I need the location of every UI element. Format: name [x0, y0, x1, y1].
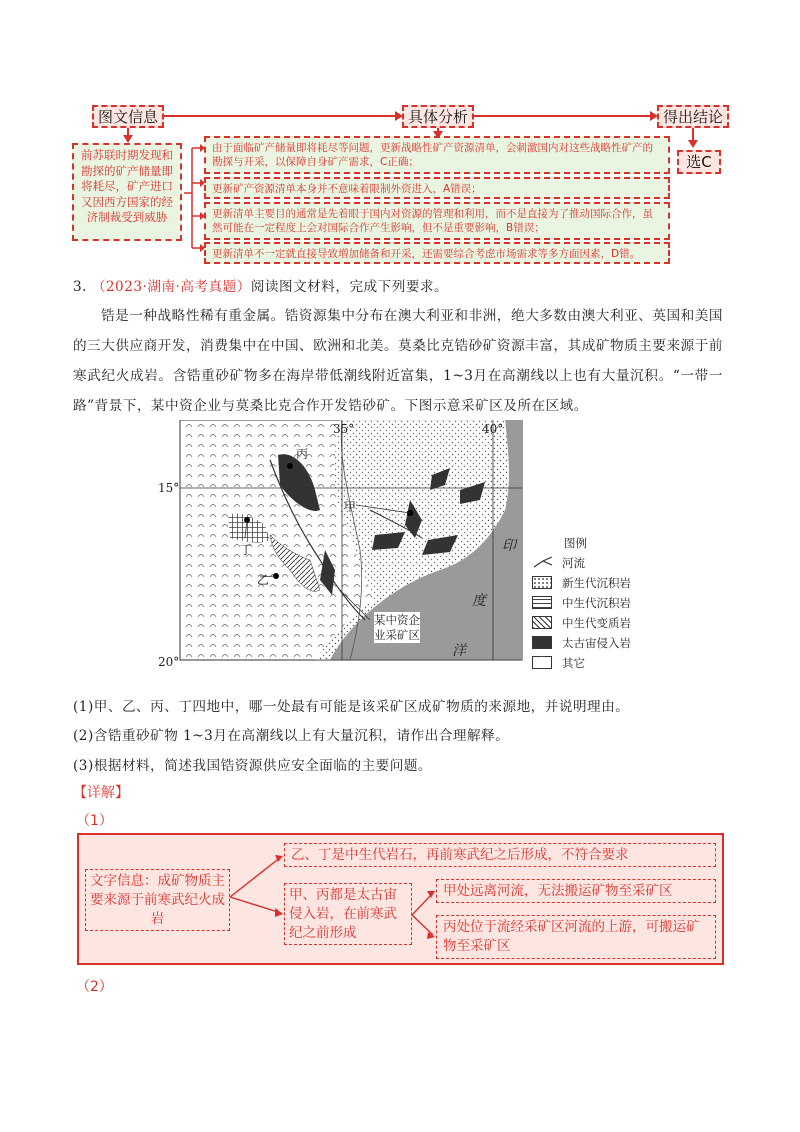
point-bing — [287, 463, 293, 469]
legend-swatch-meso-metamorphic — [532, 616, 552, 629]
ocean-label-2: 度 — [472, 593, 486, 609]
jia-bing-box: 甲、丙都是太古宙侵入岩，在前寒武纪之前形成 — [284, 883, 412, 945]
label-bing: 丙 — [296, 447, 309, 461]
sub-question-3: (3)根据材料，简述我国锆资源供应安全面临的主要问题。 — [73, 758, 433, 774]
question-source: （2023·湖南·高考真题） — [91, 279, 251, 295]
label-ding: 丁 — [240, 543, 253, 557]
lat-20-label: 20° — [158, 655, 180, 669]
analysis-item-3: 更新清单主要目的通常是先着眼于国内对资源的管理和利用，而不是直接为了推动国际合作，虽然可能在一定程度上会对国际合作产生影响，但不是重要影响，B错误； — [204, 202, 670, 240]
answer-arrows — [79, 835, 722, 963]
header-conclusion-box: 得出结论 — [657, 105, 729, 128]
bracket-connector — [182, 138, 206, 256]
detail-label: 【详解】 — [73, 785, 129, 801]
connector-line — [474, 115, 651, 117]
legend-archean-label: 太古宙侵入岩 — [562, 636, 631, 650]
connector-arrow — [395, 111, 403, 121]
sub-question-2: (2)含锆重砂矿物 1~3月在高潮线以上有大量沉积，请作出合理解释。 — [73, 728, 510, 744]
answer-panel — [77, 833, 724, 965]
legend-swatch-other: ⌒ — [532, 656, 552, 669]
question-material: 锆是一种战略性稀有重金属。锆资源集中分布在澳大利亚和非洲，绝大多数由澳大利亚、英国和美国的三大供应商开发，消费集中在中国、欧洲和北美。莫桑比克锆砂矿资源丰富，其成矿物质主要来源于前寒武纪火成岩。含锆重砂矿物多在海岸带低潮线附近富集，1~3月在高潮线以上也有大量沉积。“一带一路”背景下，某中资企业与莫桑比克合作开发锆砂矿。下图示意采矿区及所在区域。 — [73, 308, 723, 414]
bing-box: 丙处位于流经采矿区河流的上游，可搬运矿物至采矿区 — [436, 915, 716, 959]
info-text-box: 前苏联时期发现和勘探的矿产储量即将耗尽，矿产进口又因西方国家的经济制裁受到威胁 — [72, 143, 182, 241]
legend-swatch-new-sediment — [532, 576, 552, 589]
text-info-box: 文字信息：成矿物质主要来源于前寒武纪火成岩 — [85, 869, 230, 931]
legend-meso-metamorphic-label: 中生代变质岩 — [562, 616, 631, 630]
legend-river-label: 河流 — [562, 556, 585, 570]
legend-swatch-meso-sediment — [532, 596, 552, 609]
question-number: 3. — [73, 279, 87, 295]
connector-arrow — [123, 135, 133, 143]
label-jia: 甲 — [344, 500, 357, 514]
ocean-label-1: 印 — [502, 538, 516, 554]
connector-arrow — [688, 140, 698, 148]
mine-label-2: 业采矿区 — [374, 628, 420, 642]
question-heading — [73, 272, 723, 302]
legend-meso-sediment-label: 中生代沉积岩 — [562, 596, 631, 610]
analysis-item-2: 更新矿产资源清单本身并不意味着限制外资进入，A错误； — [204, 177, 670, 199]
legend-other-label: 其它 — [562, 656, 585, 670]
legend-new-sediment-label: 新生代沉积岩 — [562, 576, 631, 590]
header-analysis-box: 具体分析 — [402, 105, 474, 128]
analysis-item-1: 由于面临矿产储量即将耗尽等问题，更新战略性矿产资源清单，会刺激国内对这些战略性矿产的勘探与开采，以保障自身矿产需求，C正确； — [204, 136, 670, 174]
map-figure — [160, 420, 530, 675]
yi-ding-box: 乙、丁是中生代岩石，再前寒武纪之后形成，不符合要求 — [284, 843, 716, 867]
ocean-label-3: 洋 — [452, 643, 466, 659]
mine-label-1: 某中资企 — [374, 613, 420, 627]
legend-river-symbol — [532, 555, 554, 569]
lon-35-label: 35° — [333, 422, 355, 436]
lat-15-label: 15° — [158, 481, 180, 495]
legend-title: 图例 — [564, 536, 587, 550]
legend-swatch-archean — [532, 636, 552, 649]
analysis-item-4: 更新清单不一定就直接导致増加储备和开采，还需要综合考虑市场需求等多方面因素，D错。 — [204, 242, 670, 264]
question-instruction: 阅读图文材料，完成下列要求。 — [250, 279, 449, 295]
jia-box: 甲处远离河流，无法搬运矿物至采矿区 — [436, 879, 716, 903]
part-2-label: （2） — [76, 979, 113, 995]
label-yi: 乙 — [257, 573, 270, 587]
sub-question-1: (1)甲、乙、丙、丁四地中，哪一处最有可能是该采矿区成矿物质的来源地，并说明理由。 — [73, 699, 630, 715]
connector-arrow — [650, 111, 658, 121]
lon-40-label: 40° — [482, 422, 504, 436]
part-1-label: （1） — [76, 813, 113, 829]
connector-line — [164, 115, 396, 117]
conclusion-box: 选C — [677, 150, 721, 174]
header-info-box: 图文信息 — [92, 105, 164, 128]
